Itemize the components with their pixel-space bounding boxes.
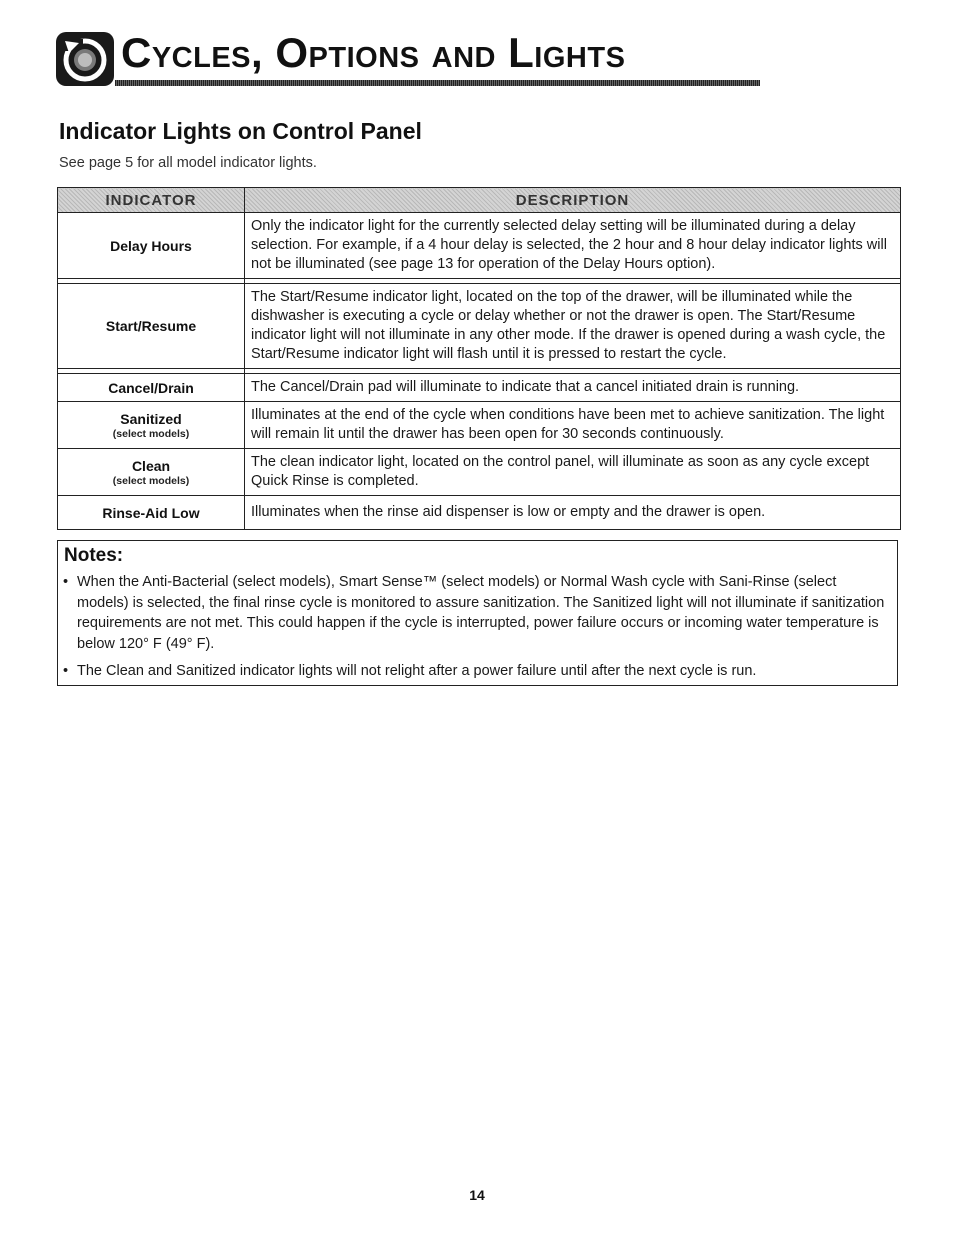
indicator-description: The Start/Resume indicator light, located on the top of the drawer, will be illuminated while the dishwasher is executing a cycle or delay whether or not the drawer is open. The Start/Resume indicator light will not illuminate in any other mode. If the drawer is opened during a wash cycle, the Start/Resume indicator light will flash until it is pressed to restart the cycle. [245, 284, 901, 369]
indicator-label: Cancel/Drain [58, 374, 245, 402]
cycle-arrow-icon [55, 31, 115, 87]
column-header-indicator: INDICATOR [58, 188, 245, 213]
table-row [58, 402, 901, 449]
bullet-glyph: • [63, 574, 69, 590]
note-text: The Clean and Sanitized indicator lights will not relight after a power failure until after the next cycle is run. [77, 662, 757, 679]
indicator-label-cell [58, 449, 245, 496]
table-row [58, 213, 901, 279]
list-item [62, 661, 888, 682]
indicator-label: Delay Hours [58, 213, 245, 279]
indicator-sublabel: (select models) [112, 427, 190, 440]
page-number: 14 [469, 1187, 485, 1203]
notes-box [57, 540, 898, 686]
indicator-description: The Cancel/Drain pad will illuminate to indicate that a cancel initiated drain is running. [245, 374, 901, 402]
note-text: When the Anti-Bacterial (select models), Smart Sense™ (select models) or Normal Wash cycle with Sani-Rinse (select models) is selected, the final rinse cycle is monitored to assure sanitization. The Sanitized light will not illuminate if sanitization requirements are not met. This could happen if the cycle is interrupted, power failure occurs or incoming water temperature is below 120° F (49° F). [77, 574, 885, 653]
bullet-glyph: • [63, 662, 69, 679]
indicator-label: Rinse-Aid Low [58, 496, 245, 530]
indicator-description: Illuminates at the end of the cycle when conditions have been met to achieve sanitization. The light will remain lit until the drawer has been open for 30 seconds continuously. [245, 402, 901, 449]
indicator-description: Only the indicator light for the currently selected delay setting will be illuminated during a delay selection. For example, if a 4 hour delay is selected, the 2 hour and 8 hour delay indicator lights will not be illuminated (see page 13 for operation of the Delay Hours option). [245, 213, 901, 279]
table-header-row [58, 188, 901, 213]
notes-title: Notes: [64, 545, 124, 566]
page-header [55, 26, 760, 88]
indicator-label: Start/Resume [58, 284, 245, 369]
table-row [58, 374, 901, 402]
section-title: Indicator Lights on Control Panel [59, 118, 422, 144]
list-item [62, 572, 888, 655]
indicator-description: The clean indicator light, located on the control panel, will illuminate as soon as any cycle except Quick Rinse is completed. [245, 449, 901, 496]
table-row [58, 284, 901, 369]
table-row [58, 449, 901, 496]
indicator-sublabel: (select models) [112, 474, 190, 487]
indicator-label: Clean [131, 457, 171, 474]
indicator-description: Illuminates when the rinse aid dispenser is low or empty and the drawer is open. [245, 496, 901, 530]
notes-list [62, 572, 888, 688]
indicator-label: Sanitized [120, 410, 182, 427]
title-underline [115, 80, 760, 86]
table-row [58, 496, 901, 530]
indicator-table [57, 187, 901, 530]
indicator-label-cell [58, 402, 245, 449]
section-subtitle: See page 5 for all model indicator lights. [59, 155, 317, 171]
page-title: Cycles, Options and Lights [121, 29, 626, 76]
column-header-description: DESCRIPTION [245, 188, 901, 213]
